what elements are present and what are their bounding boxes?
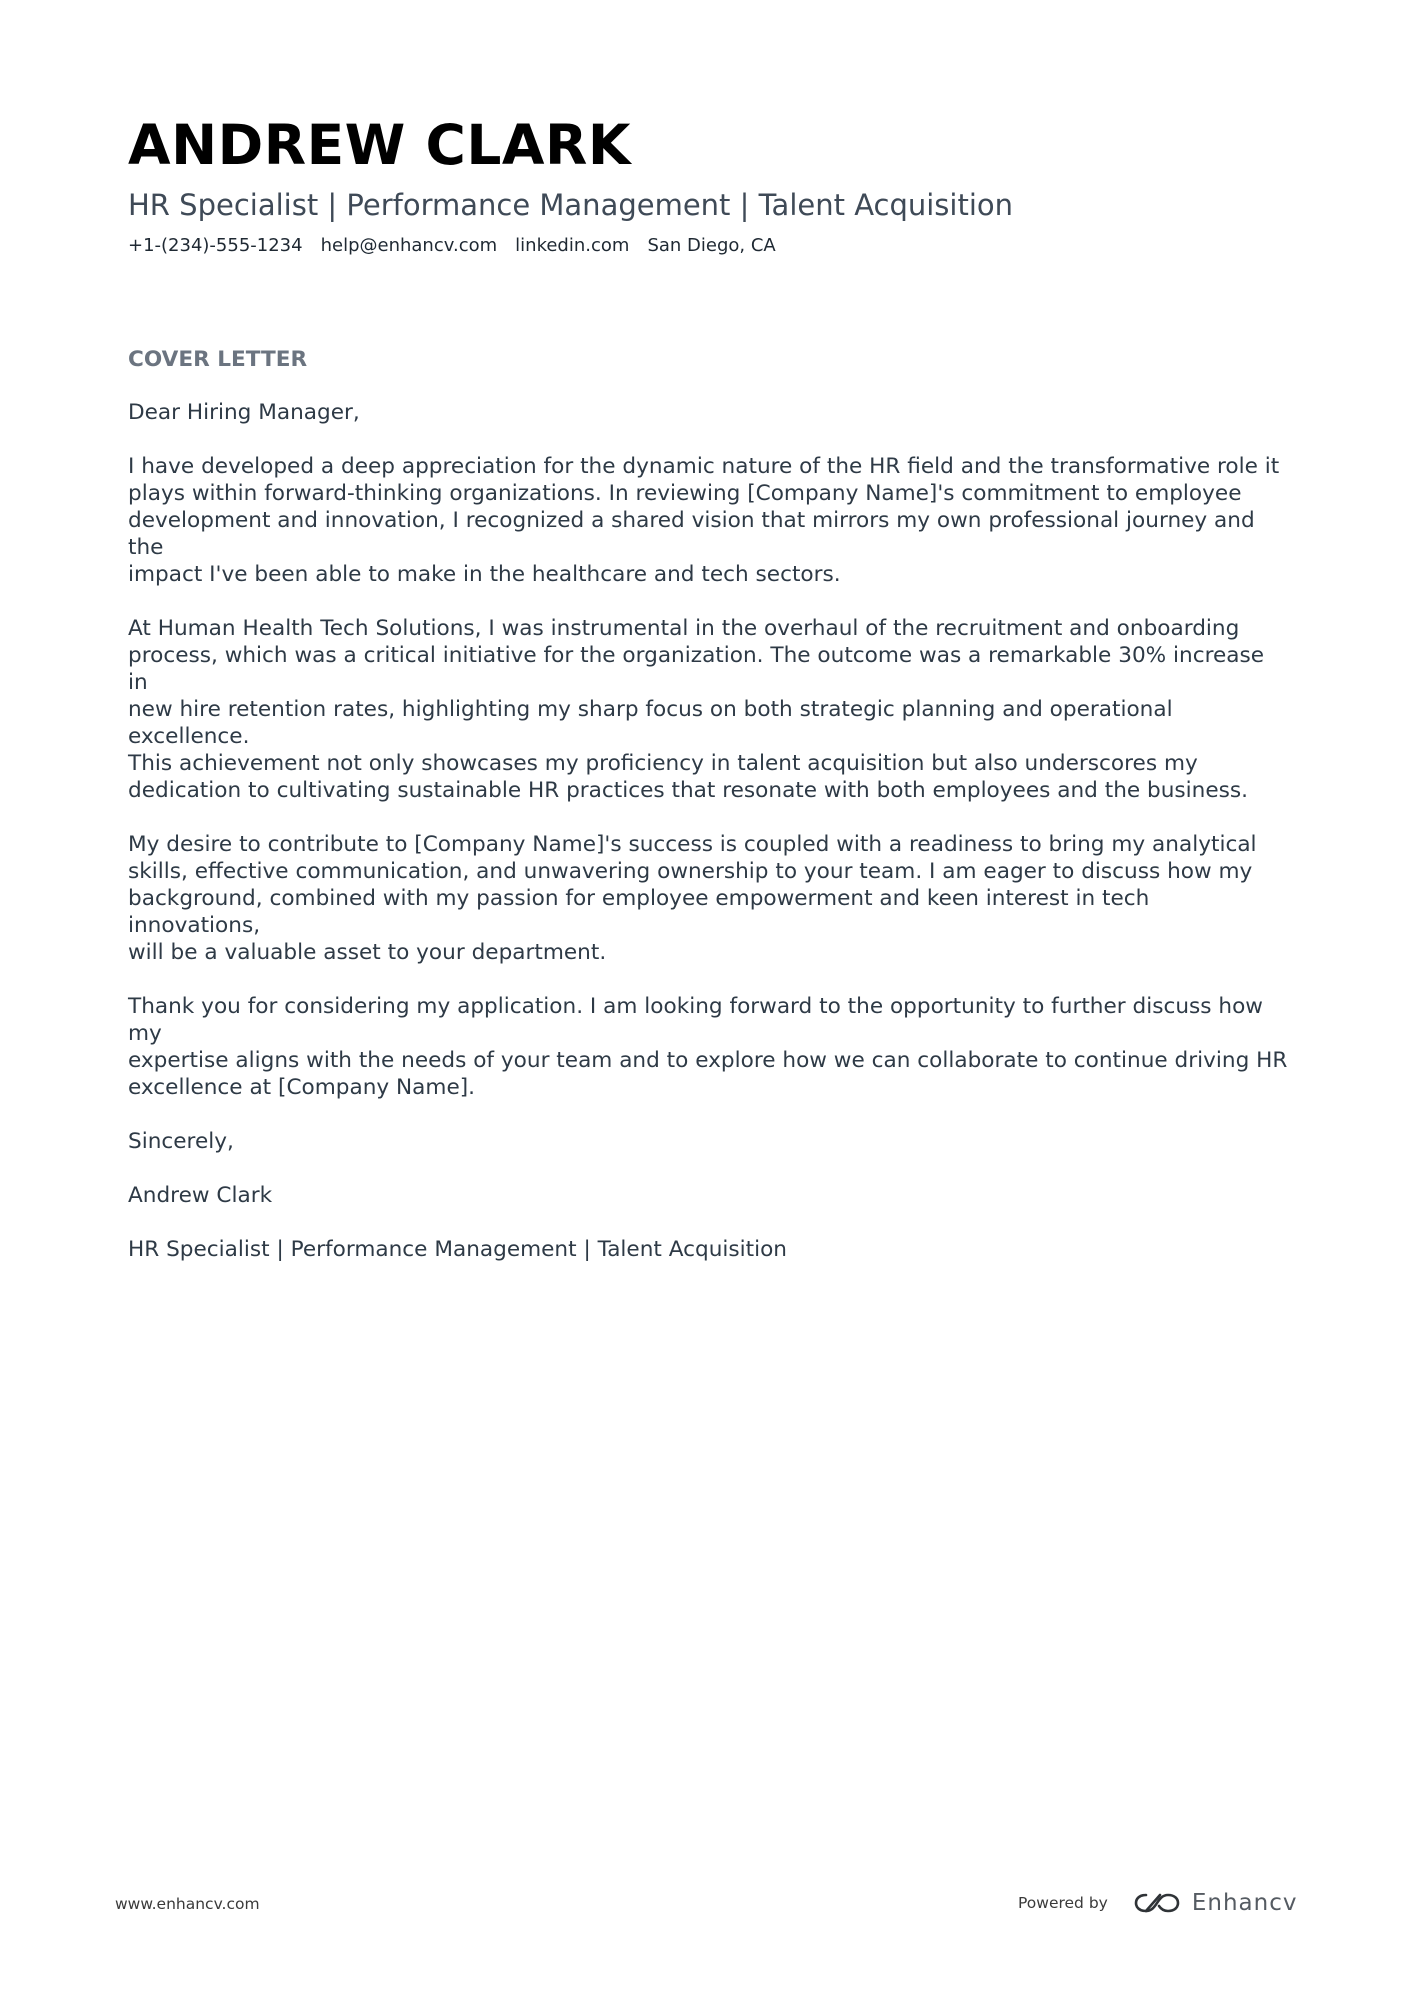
- section-title: COVER LETTER: [128, 347, 308, 372]
- footer-branding[interactable]: [1018, 1886, 1297, 1920]
- applicant-name: ANDREW CLARK: [128, 113, 631, 177]
- applicant-tagline: HR Specialist | Performance Management | Talent Acquisition: [128, 188, 1014, 222]
- paragraph-1: I have developed a deep appreciation for the dynamic nature of the HR field and the transformative role it plays within forward-thinking organizations. In reviewing [Company Name]'s commitment to employee development and innovation, I recognized a shared vision that mirrors my own professional journey and the impact I've been able to make in the healthcare and tech sectors.: [128, 454, 1280, 587]
- paragraph-4: Thank you for considering my application. I am looking forward to the opportunity to further discuss how my expertise aligns with the needs of your team and to explore how we can collaborate to continue driving HR excellence at [Company Name].: [128, 994, 1288, 1100]
- signature-name: Andrew Clark: [128, 1183, 273, 1208]
- paragraph-3: My desire to contribute to [Company Name]'s success is coupled with a readiness to bring my analytical skills, effective communication, and unwavering ownership to your team. I am eager to discuss how my background, combined with my passion for employee empowerment and keen interest in tech innovations, will be a valuable asset to your department.: [128, 832, 1257, 965]
- signature-title: HR Specialist | Performance Management | Talent Acquisition: [128, 1237, 787, 1262]
- paragraph-2: At Human Health Tech Solutions, I was instrumental in the overhaul of the recruitment and onboarding process, which was a critical initiative for the organization. The outcome was a remarkable 30% increase in new hire retention rates, highlighting my sharp focus on both strategic planning and operational excellence. This achievement not only showcases my proficiency in talent acquisition but also underscores my dedication to cultivating sustainable HR practices that resonate with both employees and the business.: [128, 616, 1265, 803]
- contact-phone: +1-(234)-555-1234: [128, 235, 303, 256]
- closing: Sincerely,: [128, 1129, 234, 1154]
- contact-location: San Diego, CA: [647, 235, 776, 256]
- footer-website[interactable]: www.enhancv.com: [115, 1895, 260, 1913]
- enhancv-logo-icon: [1134, 1891, 1180, 1915]
- contact-email[interactable]: help@enhancv.com: [320, 235, 498, 256]
- brand-name: Enhancv: [1191, 1890, 1298, 1916]
- contact-info: [128, 234, 1288, 258]
- letter-header: [128, 108, 1288, 258]
- powered-by-label: Powered by: [1018, 1894, 1108, 1912]
- letter-body: [128, 345, 1288, 1290]
- salutation: Dear Hiring Manager,: [128, 400, 360, 425]
- contact-linkedin[interactable]: linkedin.com: [515, 235, 630, 256]
